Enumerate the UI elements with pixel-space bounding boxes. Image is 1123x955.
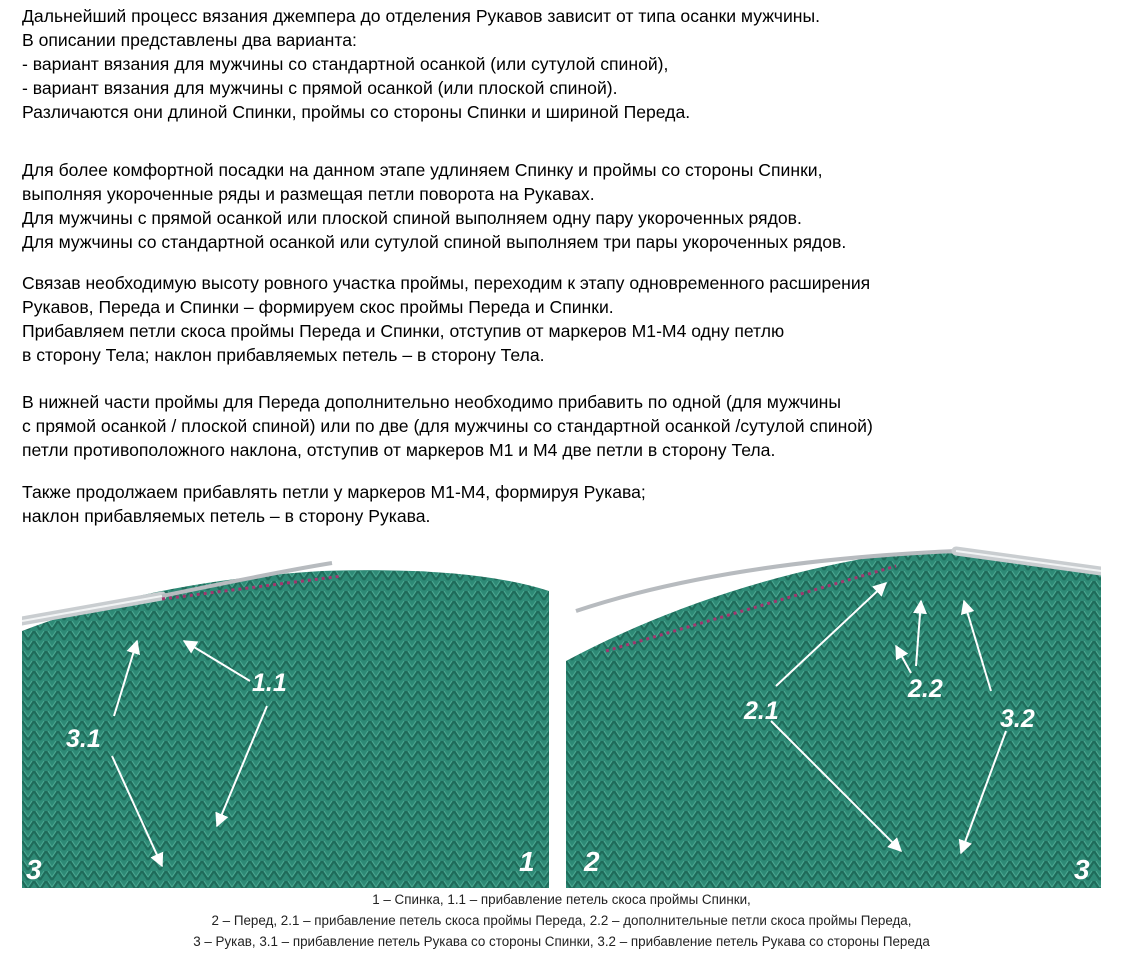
text-line: в сторону Тела; наклон прибавляемых петель – в сторону Тела. [22, 345, 545, 365]
part-label: 3 [26, 854, 42, 885]
text-line: - вариант вязания для мужчины с прямой осанкой (или плоской спиной). [22, 78, 618, 98]
text-line: Связав необходимую высоту ровного участка проймы, переходим к этапу одновременного расширения [22, 273, 871, 293]
photo-front-sleeve [566, 541, 1101, 888]
part-label: 2 [584, 846, 600, 877]
text-line: В нижней части проймы для Переда дополнительно необходимо прибавить по одной (для мужчины [22, 392, 842, 412]
part-label: 3 [1074, 854, 1090, 885]
paragraph-armhole-slope [22, 271, 870, 367]
callout-label: 3.1 [66, 725, 101, 753]
figure-caption [0, 889, 1123, 952]
text-line: Прибавляем петли скоса проймы Переда и Спинки, отступив от маркеров М1-М4 одну петлю [22, 321, 785, 341]
callout-label: 1.1 [252, 669, 287, 697]
callout-label: 2.1 [744, 697, 779, 725]
paragraph-sleeves [22, 480, 646, 528]
text-line: Дальнейший процесс вязания джемпера до отделения Рукавов зависит от типа осанки мужчины. [22, 6, 821, 26]
caption-line: 1 – Спинка, 1.1 – прибавление петель скоса проймы Спинки, [372, 892, 751, 907]
text-line: Для мужчины с прямой осанкой или плоской спиной выполняем одну пару укороченных рядов. [22, 208, 802, 228]
text-line: наклон прибавляемых петель – в сторону Рукава. [22, 506, 431, 526]
photo-back-sleeve [22, 541, 549, 888]
paragraph-front-extra [22, 390, 873, 462]
paragraph-intro [22, 4, 820, 124]
text-line: Для мужчины со стандартной осанкой или сутулой спиной выполняем три пары укороченных рядов. [22, 232, 847, 252]
text-line: Различаются они длиной Спинки, проймы со стороны Спинки и шириной Переда. [22, 102, 691, 122]
callout-label: 3.2 [1000, 705, 1035, 733]
knit-fabric [22, 570, 549, 888]
text-line: петли противоположного наклона, отступив от маркеров М1 и М4 две петли в сторону Тела. [22, 440, 776, 460]
caption-line: 3 – Рукав, 3.1 – прибавление петель Рукава со стороны Спинки, 3.2 – прибавление петель Рукава со стороны Переда [193, 934, 930, 949]
text-line: Рукавов, Переда и Спинки – формируем скос проймы Переда и Спинки. [22, 297, 614, 317]
text-line: В описании представлены два варианта: [22, 30, 357, 50]
text-line: Также продолжаем прибавлять петли у маркеров М1-М4, формируя Рукава; [22, 482, 646, 502]
paragraph-short-rows [22, 158, 846, 254]
text-line: с прямой осанкой / плоской спиной) или по две (для мужчины со стандартной осанкой /сутулой спиной) [22, 416, 873, 436]
callout-label: 2.2 [908, 675, 943, 703]
text-line: выполняя укороченные ряды и размещая петли поворота на Рукавах. [22, 184, 595, 204]
caption-line: 2 – Перед, 2.1 – прибавление петель скоса проймы Переда, 2.2 – дополнительные петли скоса проймы Переда, [211, 913, 912, 928]
part-label: 1 [519, 846, 535, 877]
text-line: Для более комфортной посадки на данном этапе удлиняем Спинку и проймы со стороны Спинки, [22, 160, 823, 180]
text-line: - вариант вязания для мужчины со стандартной осанкой (или сутулой спиной), [22, 54, 669, 74]
